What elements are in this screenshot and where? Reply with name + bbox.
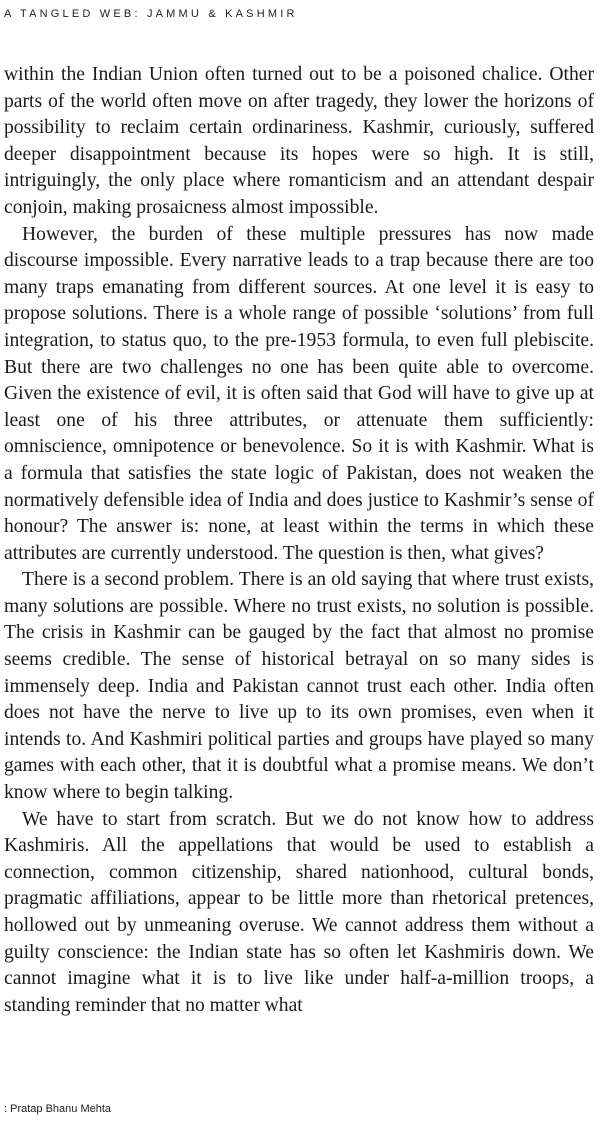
running-head: A TANGLED WEB: JAMMU & KASHMIR <box>4 8 298 20</box>
paragraph-4: We have to start from scratch. But we do not know how to address Kashmiris. All the appellations that would be used to establish a connection, common citizenship, shared nationhood, cultural bonds, pragmatic affiliations, appear to be little more than rhetorical pretences, hollowed out by unmeaning overuse. We cannot address them without a guilty conscience: the Indian state has so often let Kashmiris down. We cannot imagine what it is to live like under half-a-million troops, a standing reminder that no matter what <box>4 808 594 1016</box>
author-footer: : Pratap Bhanu Mehta <box>4 1103 112 1115</box>
body-text <box>4 62 594 1019</box>
paragraph-3: There is a second problem. There is an old saying that where trust exists, many solutions are possible. Where no trust exists, no solution is possible. The crisis in Kashmir can be gauged by the fact that almost no promise seems credible. The sense of historical betrayal on so many sides is immensely deep. India and Pakistan cannot trust each other. India often does not have the nerve to live up to its own promises, even when it intends to. And Kashmiri political parties and groups have played so many games with each other, that it is doubtful what a promise means. We don’t know where to begin talking. <box>4 569 594 804</box>
paragraph-2: However, the burden of these multiple pressures has now made discourse impossible. Every narrative leads to a trap because there are too many traps emanating from different sources. At one level it is easy to propose solutions. There is a whole range of possible ‘solutions’ from full integration, to status quo, to the pre-1953 formula, to even full plebiscite. But there are two challenges no one has been quite able to overcome. Given the existence of evil, it is often said that God will have to give up at least one of his three attributes, or attenuate them sufficiently: omniscience, omnipotence or benevolence. So it is with Kashmir. What is a formula that satisfies the state logic of Pakistan, does not weaken the normatively defensible idea of India and does justice to Kashmir’s sense of honour? The answer is: none, at least within the terms in which these attributes are currently understood. The question is then, what gives? <box>4 223 594 564</box>
paragraph-1: within the Indian Union often turned out to be a poisoned chalice. Other parts of the world often move on after tragedy, they lower the horizons of possibility to reclaim certain ordinariness. Kashmir, curiously, suffered deeper disappointment because its hopes were so high. It is still, intriguingly, the only place where romanticism and an attendant despair conjoin, making prosaicness almost impossible. <box>4 64 594 218</box>
